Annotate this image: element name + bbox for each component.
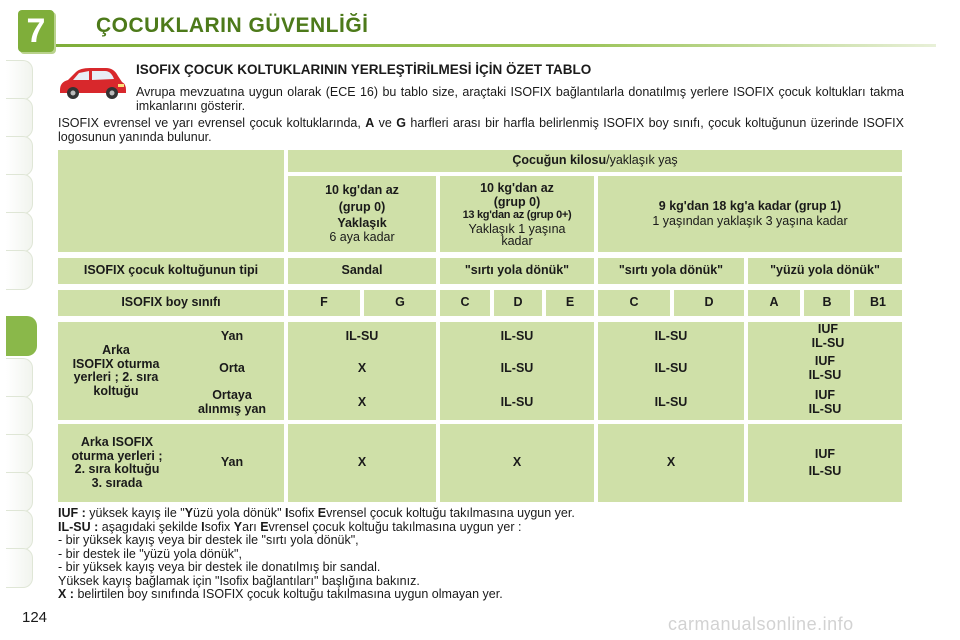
rear-r2-c4: IUF IL-SU: [808, 354, 842, 382]
note-bullet: - bir yüksek kayış veya bir destek ile donatılmış bir sandal.: [58, 560, 381, 574]
type-row-label: ISOFIX çocuk koltuğunun tipi: [58, 258, 284, 284]
chapter-tab[interactable]: [6, 472, 33, 512]
third-r1-c3: X: [598, 424, 744, 502]
rear-r2-c1: X: [357, 361, 367, 375]
group-1-header: 9 kg'dan 18 kg'a kadar (grup 1) 1 yaşından yaklaşık 3 yaşına kadar: [598, 176, 902, 252]
car-icon: [56, 62, 128, 102]
size-cell: C: [598, 290, 670, 316]
note-bullet: - bir yüksek kayış veya bir destek ile "sırtı yola dönük",: [58, 533, 359, 547]
third-r1-c2: X: [440, 424, 594, 502]
group-0plus-header: 10 kg'dan az (grup 0) 13 kg'dan az (grup 0+) Yaklaşık 1 yaşına kadar: [440, 176, 594, 252]
chapter-underline: [56, 44, 936, 47]
position-side: Yan: [220, 329, 244, 343]
note-ilsu: IL-SU : aşagıdaki şekilde Isofix Yarı Evrensel çocuk koltuğu takılmasına uygun yer :: [58, 519, 522, 534]
chapter-title: ÇOCUKLARIN GÜVENLİĞİ: [96, 14, 369, 37]
size-row-label: ISOFIX boy sınıfı: [58, 290, 284, 316]
size-cell: D: [674, 290, 744, 316]
chapter-tab[interactable]: [6, 434, 33, 474]
weight-header: Çocuğun kilosu/yaklaşık yaş: [288, 150, 902, 172]
size-cell: G: [364, 290, 436, 316]
watermark: carmanualsonline.info: [668, 614, 854, 634]
size-cell: F: [288, 290, 360, 316]
type-cell: Sandal: [288, 258, 436, 284]
table-corner-cell: [58, 150, 284, 252]
size-cell: A: [748, 290, 800, 316]
rear-r2-c2: IL-SU: [500, 361, 534, 375]
legend-notes: [58, 507, 918, 602]
rear-r2-c3: IL-SU: [654, 361, 688, 375]
type-cell: "sırtı yola dönük": [440, 258, 594, 284]
rear-r3-c4: IUF IL-SU: [808, 388, 842, 416]
section-title: ISOFIX ÇOCUK KOLTUKLARININ YERLEŞTİRİLMESİ İÇİN ÖZET TABLO: [136, 62, 592, 77]
chapter-number-badge: 7: [18, 10, 54, 52]
size-cell: B1: [854, 290, 902, 316]
chapter-tab[interactable]: [6, 396, 33, 436]
size-cell: D: [494, 290, 542, 316]
chapter-tab-active[interactable]: [6, 316, 37, 356]
size-class-paragraph: ISOFIX evrensel ve yarı evrensel çocuk koltuklarında, A ve G harfleri arası bir harfla belirlenmiş ISOFIX boy sınıfı, çocuk koltuğunun üzerinde ISOFIX logosunun yanında bulunur.: [58, 116, 904, 144]
rear-r3-c1: X: [357, 395, 367, 409]
rear-r3-c3: IL-SU: [654, 395, 688, 409]
size-cell: E: [546, 290, 594, 316]
chapter-tab[interactable]: [6, 358, 33, 398]
chapter-tab[interactable]: [6, 136, 33, 176]
third-r1-c4: IUF IL-SU: [748, 424, 902, 502]
group-0-header: 10 kg'dan az (grup 0) Yaklaşık 6 aya kadar: [288, 176, 436, 252]
third-position-side: Yan: [220, 455, 244, 469]
note-bullet: - bir destek ile "yüzü yola dönük",: [58, 546, 242, 561]
chapter-tab[interactable]: [6, 174, 33, 214]
intro-text: Avrupa mevzuatına uygun olarak (ECE 16) bu tablo size, araçtaki ISOFIX bağlantılarla donatılmış yerlere ISOFIX çocuk koltukları takma imkanlarını gösterir.: [136, 85, 904, 113]
note-iuf: IUF : yüksek kayış ile "Yüzü yola dönük" Isofix Evrensel çocuk koltuğu takılmasına uygun yer.: [58, 506, 575, 520]
rear-r1-c4: IUF IL-SU: [811, 322, 845, 350]
page-number: 124: [22, 609, 48, 626]
chapter-tab[interactable]: [6, 98, 33, 138]
third-r1-c1: X: [288, 424, 436, 502]
chapter-tab[interactable]: [6, 548, 33, 588]
chapter-tab[interactable]: [6, 212, 33, 252]
chapter-tab[interactable]: [6, 510, 33, 550]
note-x: X : belirtilen boy sınıfında ISOFIX çocuk koltuğu takılmasına uygun olmayan yer.: [58, 587, 503, 601]
third-row-label: Arka ISOFIX oturma yerleri ; 2. sıra koltuğu 3. sırada: [71, 435, 163, 490]
chapter-tab[interactable]: [6, 250, 33, 290]
position-middle-side: Ortaya alınmış yan: [197, 388, 267, 416]
chapter-tabs: [0, 60, 40, 580]
position-middle: Orta: [219, 361, 245, 375]
rear-seats-label: Arka ISOFIX oturma yerleri ; 2. sıra koltuğu: [72, 343, 160, 398]
type-cell: "yüzü yola dönük": [748, 258, 902, 284]
size-cell: B: [804, 290, 850, 316]
note-strap: Yüksek kayış bağlamak için "Isofix bağlantıları" başlığına bakınız.: [58, 573, 420, 588]
rear-r1-c1: IL-SU: [345, 329, 379, 343]
rear-r3-c2: IL-SU: [500, 395, 534, 409]
rear-r1-c3: IL-SU: [654, 329, 688, 343]
size-cell: C: [440, 290, 490, 316]
rear-r1-c2: IL-SU: [500, 329, 534, 343]
type-cell: "sırtı yola dönük": [598, 258, 744, 284]
chapter-tab[interactable]: [6, 60, 33, 100]
